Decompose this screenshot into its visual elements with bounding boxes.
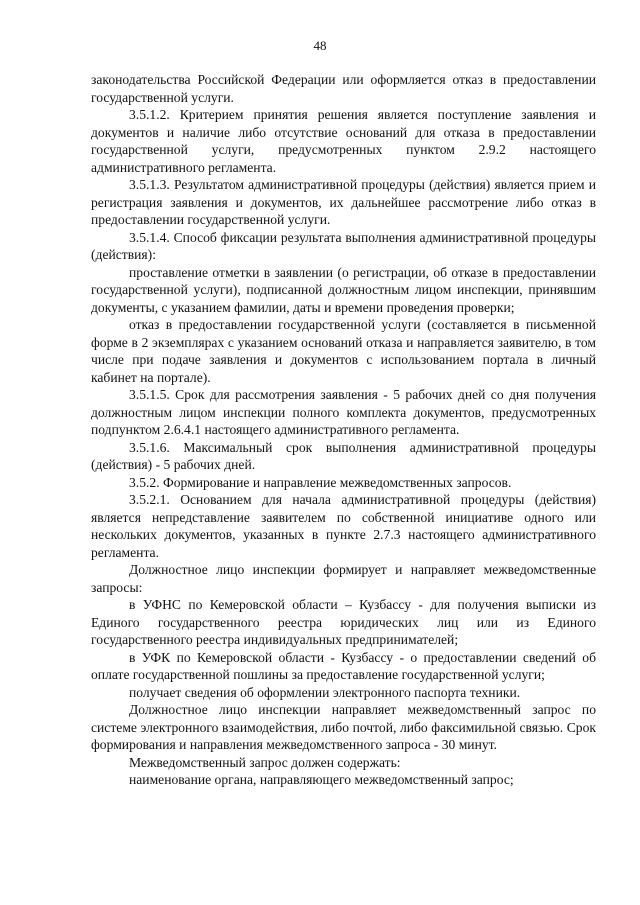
- paragraph-3-5-1-2: 3.5.1.2. Критерием принятия решения является поступление заявления и документов и наличие либо отсутствие оснований для отказа в предоставлении государственной услуги, предусмотренных пунктом 2.9.2 настоящего административного регламента.: [91, 107, 596, 175]
- paragraph-3-5-2-1: 3.5.2.1. Основанием для начала административной процедуры (действия) является непредставление заявителем по собственной инициативе одного или нескольких документов, указанных в пункте 2.7.3 настоящего административного регламента.: [91, 492, 596, 560]
- paragraph-3-5-1-4: 3.5.1.4. Способ фиксации результата выполнения административной процедуры (действия):: [91, 229, 596, 262]
- page-number: 48: [313, 38, 327, 53]
- paragraph-fixation-mark: проставление отметки в заявлении (о регистрации, об отказе в предоставлении государственной услуги), подписанной должностным лицом инспекции, принявшим документы, с указанием фамилии, даты и времени проведения проверки;: [91, 264, 596, 315]
- paragraph-request-channel: Должностное лицо инспекции направляет межведомственный запрос по системе электронного взаимодействия, либо почтой, либо факсимильной связью. Срок формирования и направления межведомственного запроса - 30 минут.: [91, 702, 596, 752]
- paragraph-request-organ-name: наименование органа, направляющего межведомственный запрос;: [129, 772, 514, 787]
- paragraph-passport-info: получает сведения об оформлении электронного паспорта техники.: [129, 684, 521, 700]
- paragraph-3-5-1-3: 3.5.1.3. Результатом административной процедуры (действия) является прием и регистрация заявления и документов, их дальнейшее рассмотрение либо отказ в предоставлении государственной услуги.: [91, 177, 596, 227]
- paragraph-ufk-request: в УФК по Кемеровской области - Кузбассу - о предоставлении сведений об оплате государственной пошлины за предоставление государственной услуги;: [91, 649, 596, 682]
- paragraph-official-requests: Должностное лицо инспекции формирует и направляет межведомственные запросы:: [91, 562, 596, 595]
- paragraph-3-5-2: 3.5.2. Формирование и направление межведомственных запросов.: [129, 474, 512, 490]
- document-body: [91, 71, 596, 789]
- paragraph-continuation: законодательства Российской Федерации или оформляется отказ в предоставлении государственной услуги.: [91, 72, 596, 105]
- paragraph-fixation-refusal: отказ в предоставлении государственной услуги (составляется в письменной форме в 2 экземплярах с указанием оснований отказа и направляется заявителю, в том числе при подаче заявления и документов с использованием портала в личный кабинет на портале).: [91, 317, 596, 385]
- paragraph-3-5-1-5: 3.5.1.5. Срок для рассмотрения заявления - 5 рабочих дней со дня получения должностным лицом инспекции полного комплекта документов, предусмотренных подпунктом 2.6.4.1 настоящего административного регламента.: [91, 387, 596, 437]
- paragraph-ufns-request: в УФНС по Кемеровской области – Кузбассу - для получения выписки из Единого государственного реестра юридических лиц или из Единого государственного реестра индивидуальных предпринимателей;: [91, 597, 596, 647]
- paragraph-request-contents: Межведомственный запрос должен содержать:: [129, 754, 401, 770]
- paragraph-3-5-1-6: 3.5.1.6. Максимальный срок выполнения административной процедуры (действия) - 5 рабочих дней.: [91, 439, 596, 472]
